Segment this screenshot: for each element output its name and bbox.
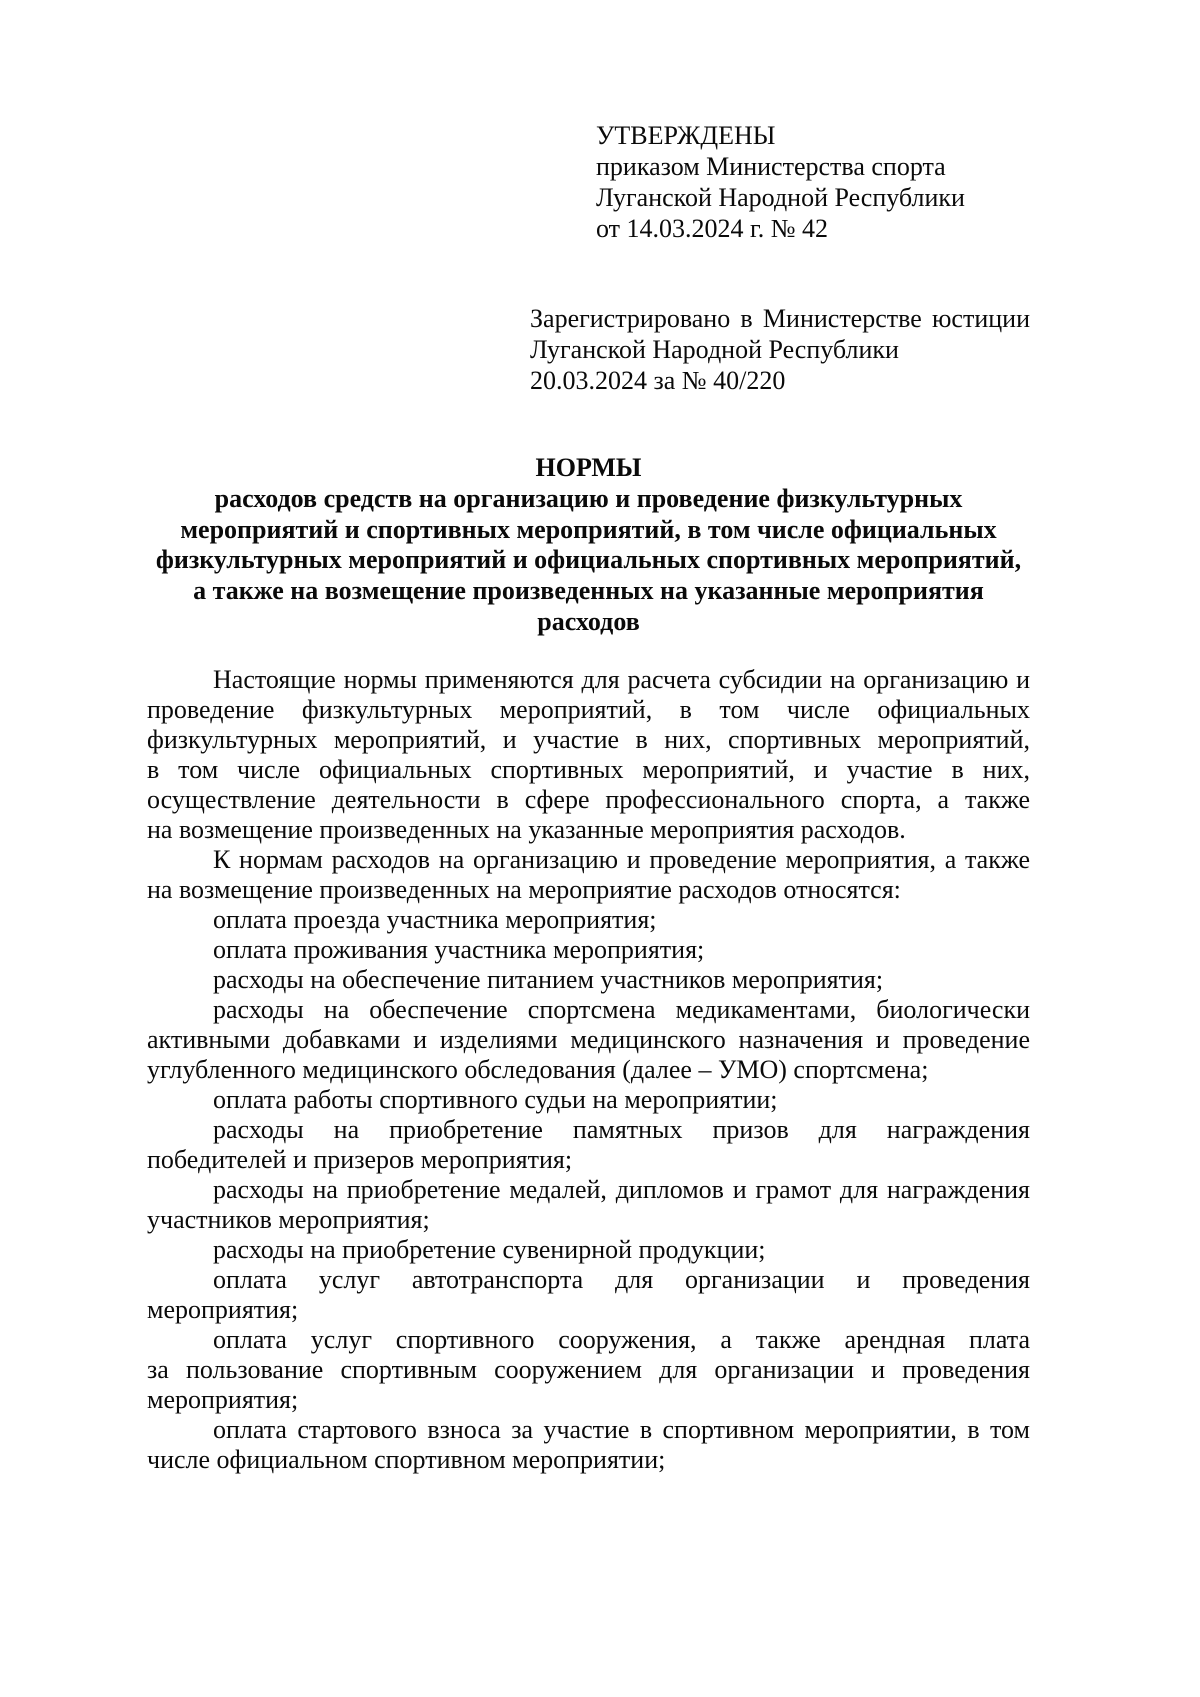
registration-line: Зарегистрировано в Министерстве юстиции — [530, 304, 1030, 333]
body-line: расходы на обеспечение питанием участников мероприятия; — [213, 965, 884, 994]
body-line: за пользование спортивным сооружением для организации и проведения — [147, 1355, 1030, 1384]
document-body — [147, 665, 1030, 1475]
approval-heading: УТВЕРЖДЕНЫ — [596, 121, 776, 150]
approval-line: от 14.03.2024 г. № 42 — [596, 214, 829, 243]
body-line: оплата стартового взноса за участие в спортивном мероприятии, в том — [213, 1415, 1030, 1444]
title-subtitle-line: расходов — [537, 606, 640, 636]
body-line: победителей и призеров мероприятия; — [147, 1145, 573, 1174]
expense-list-intro — [147, 845, 1030, 905]
body-line: оплата работы спортивного судьи на мероприятии; — [213, 1085, 778, 1114]
title-subtitle-line: а также на возмещение произведенных на указанные мероприятия — [193, 576, 984, 606]
approval-line: приказом Министерства спорта — [596, 152, 946, 181]
body-line: оплата услуг спортивного сооружения, а также арендная плата — [213, 1325, 1030, 1354]
expense-item-souvenirs — [147, 1235, 1030, 1265]
approval-block — [596, 120, 1116, 244]
body-line: в том числе официальных спортивных мероприятий, и участие в них, — [147, 755, 1030, 784]
expense-item-medical — [147, 995, 1030, 1085]
body-line: углубленного медицинского обследования (далее – УМО) спортсмена; — [147, 1055, 929, 1084]
expense-item-entry-fee — [147, 1415, 1030, 1475]
body-line: оплата проезда участника мероприятия; — [213, 905, 657, 934]
title-subtitle-line: расходов средств на организацию и проведение физкультурных — [214, 483, 963, 513]
registration-line: 20.03.2024 за № 40/220 — [530, 366, 786, 395]
body-line: расходы на приобретение памятных призов для награждения — [213, 1115, 1030, 1144]
expense-item-travel — [147, 905, 1030, 935]
body-line: на возмещение произведенных на указанные мероприятия расходов. — [147, 815, 906, 844]
title-subtitle-line: мероприятий и спортивных мероприятий, в том числе официальных — [180, 514, 997, 544]
body-line: оплата проживания участника мероприятия; — [213, 935, 705, 964]
title-subtitle-line: физкультурных мероприятий и официальных спортивных мероприятий, — [155, 545, 1022, 575]
body-line: расходы на обеспечение спортсмена медикаментами, биологически — [213, 995, 1030, 1024]
registration-block — [530, 303, 1030, 396]
expense-item-meals — [147, 965, 1030, 995]
body-line: расходы на приобретение сувенирной продукции; — [213, 1235, 766, 1264]
registration-line: Луганской Народной Республики — [530, 335, 899, 364]
body-line: активными добавками и изделиями медицинского назначения и проведение — [147, 1025, 1030, 1054]
body-line: Настоящие нормы применяются для расчета субсидии на организацию и — [213, 665, 1030, 694]
body-line: на возмещение произведенных на мероприятие расходов относятся: — [147, 875, 901, 904]
expense-item-referee — [147, 1085, 1030, 1115]
body-line: числе официальном спортивном мероприятии; — [147, 1445, 666, 1474]
body-line: мероприятия; — [147, 1295, 299, 1324]
expense-item-venue — [147, 1325, 1030, 1415]
body-line: физкультурных мероприятий, и участие в них, спортивных мероприятий, — [147, 725, 1030, 754]
body-line: участников мероприятия; — [147, 1205, 430, 1234]
body-line: проведение физкультурных мероприятий, в том числе официальных — [147, 695, 1030, 724]
body-line: осуществление деятельности в сфере профессионального спорта, а также — [147, 785, 1030, 814]
body-line: расходы на приобретение медалей, дипломов и грамот для награждения — [213, 1175, 1030, 1204]
expense-item-accommodation — [147, 935, 1030, 965]
expense-item-prizes — [147, 1115, 1030, 1175]
intro-paragraph — [147, 665, 1030, 845]
body-line: К нормам расходов на организацию и проведение мероприятия, а также — [213, 845, 1030, 874]
expense-item-medals — [147, 1175, 1030, 1235]
expense-item-transport — [147, 1265, 1030, 1325]
document-title — [147, 453, 1030, 638]
body-line: оплата услуг автотранспорта для организации и проведения — [213, 1265, 1030, 1294]
title-heading: НОРМЫ — [535, 453, 642, 482]
approval-line: Луганской Народной Республики — [596, 183, 965, 212]
body-line: мероприятия; — [147, 1385, 299, 1414]
